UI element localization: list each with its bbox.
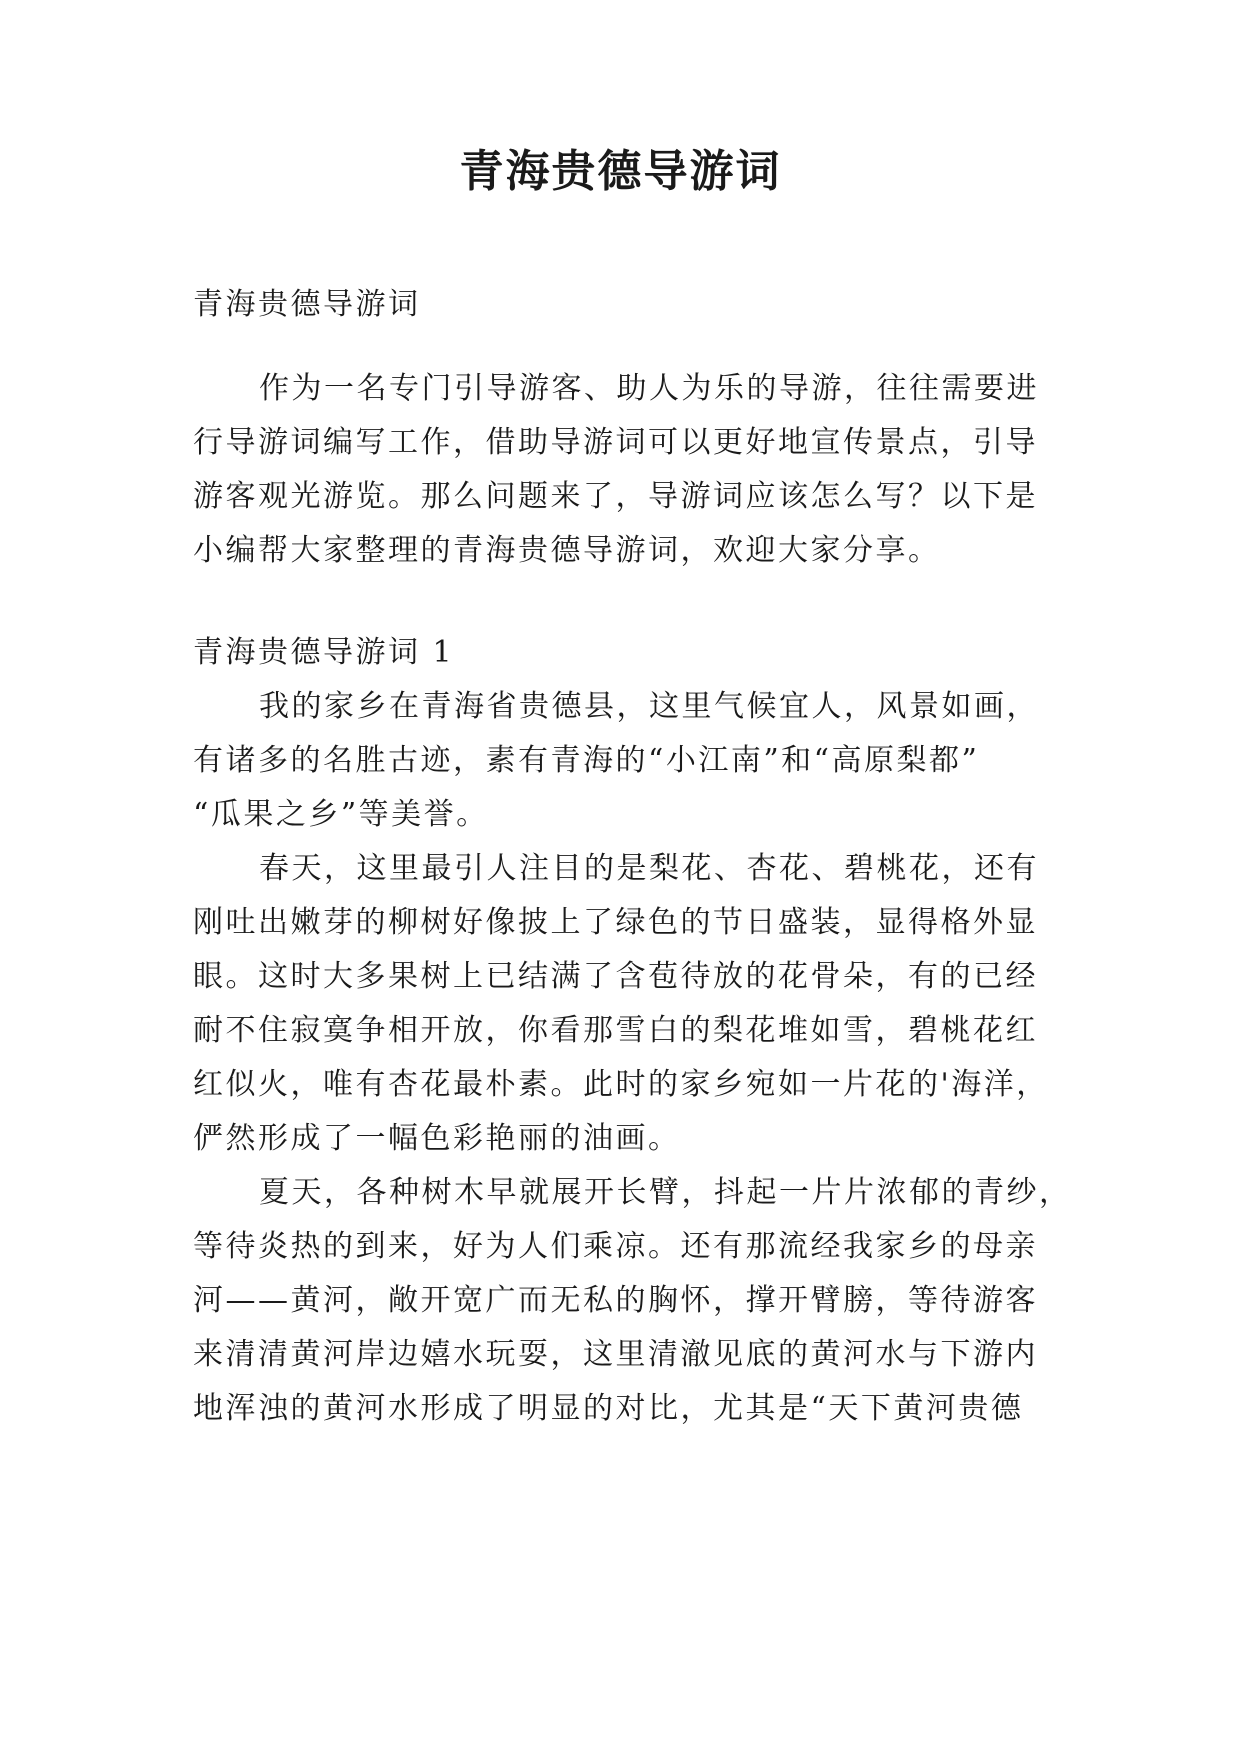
paragraph-line: 地浑浊的黄河水形成了明显的对比，尤其是“天下黄河贵德 [193,1391,1024,1426]
paragraph-line: 有诸多的名胜古迹，素有青海的“小江南”和“高原梨都” [193,743,980,778]
paragraph-line: 春天，这里最引人注目的是梨花、杏花、碧桃花，还有 [259,851,1039,886]
paragraph-line: 红似火，唯有杏花最朴素。此时的家乡宛如一片花的'海洋， [193,1067,1049,1102]
paragraph-line: 夏天，各种树木早就展开长臂，抖起一片片浓郁的青纱， [259,1175,1072,1210]
paragraph-line: 等待炎热的到来，好为人们乘凉。还有那流经我家乡的母亲 [193,1229,1038,1264]
intro-line: 小编帮大家整理的青海贵德导游词，欢迎大家分享。 [193,533,941,568]
intro-line: 作为一名专门引导游客、助人为乐的导游，往往需要进 [259,371,1039,406]
document-title: 青海贵德导游词 [459,146,782,197]
document-subtitle: 青海贵德导游词 [193,287,421,322]
section-heading: 青海贵德导游词 1 [193,635,455,670]
paragraph-line: 刚吐出嫩芽的柳树好像披上了绿色的节日盛装，显得格外显 [193,905,1038,940]
paragraph-line: 河——黄河，敞开宽广而无私的胸怀，撑开臂膀，等待游客 [193,1283,1038,1318]
paragraph-line: 耐不住寂寞争相开放，你看那雪白的梨花堆如雪，碧桃花红 [193,1013,1038,1048]
paragraph-line: “瓜果之乡”等美誉。 [193,797,489,832]
paragraph-line: 眼。这时大多果树上已结满了含苞待放的花骨朵，有的已经 [193,959,1038,994]
intro-line: 游客观光游览。那么问题来了，导游词应该怎么写？以下是 [193,479,1038,514]
intro-line: 行导游词编写工作，借助导游词可以更好地宣传景点，引导 [193,425,1038,460]
paragraph-line: 俨然形成了一幅色彩艳丽的油画。 [193,1121,681,1156]
paragraph-line: 来清清黄河岸边嬉水玩耍，这里清澈见底的黄河水与下游内 [193,1337,1038,1372]
paragraph-line: 我的家乡在青海省贵德县，这里气候宜人，风景如画， [259,689,1039,724]
